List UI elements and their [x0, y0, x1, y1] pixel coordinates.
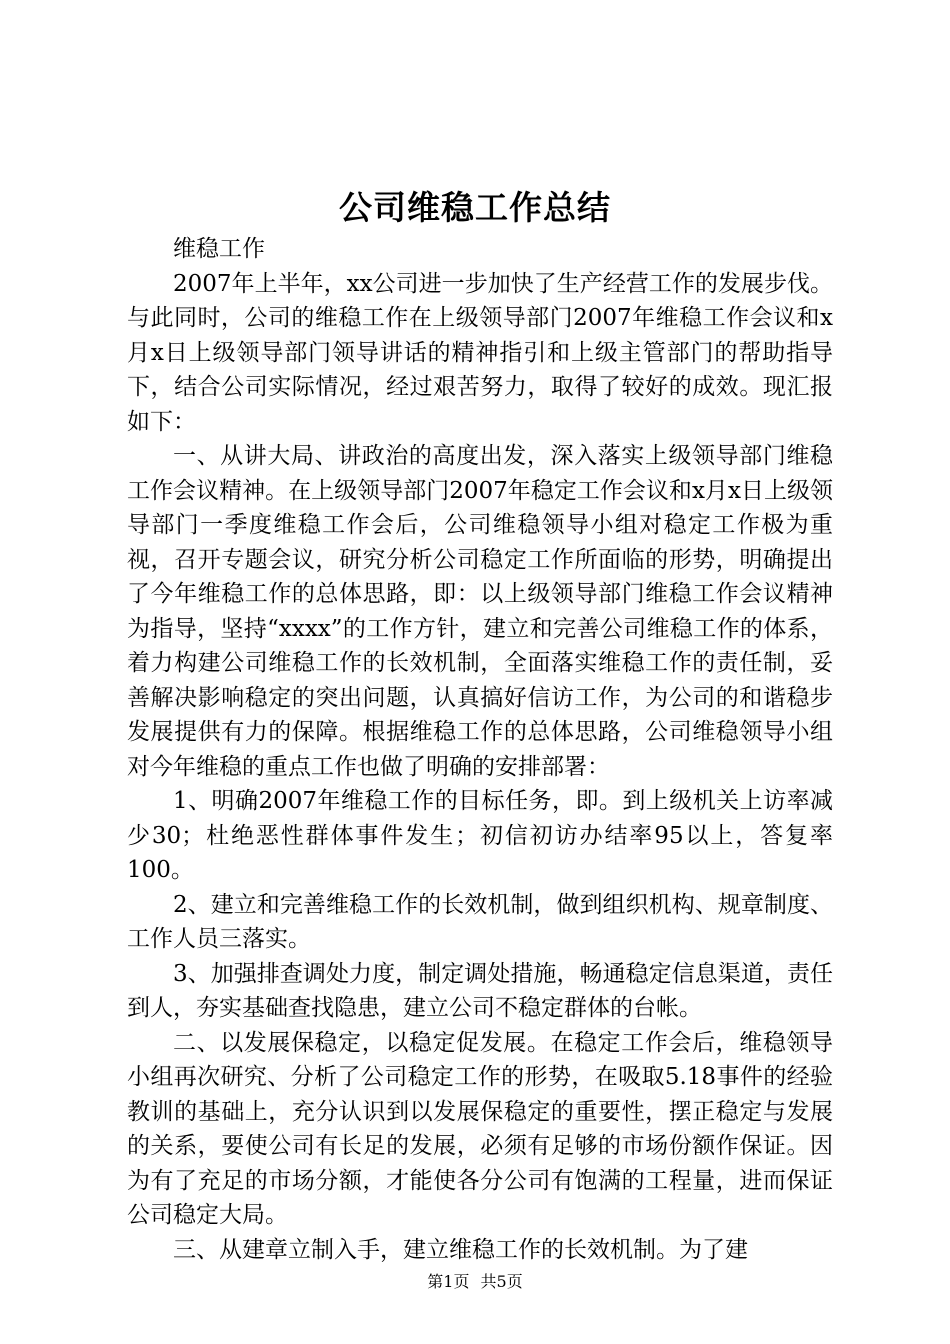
- page-total: 共5页: [480, 1272, 523, 1291]
- page-number: 第1页: [427, 1272, 470, 1291]
- paragraph-item-1: 1、明确2007年维稳工作的目标任务，即。到上级机关上访率减少30；杜绝恶性群体事件发生；初信初访办结率95以上，答复率100。: [127, 788, 833, 883]
- paragraph-section-3: 三、从建章立制入手，建立维稳工作的长效机制。为了建: [173, 1236, 748, 1263]
- paragraph-subtitle: 维稳工作: [173, 236, 265, 262]
- page-footer: [0, 1270, 950, 1294]
- paragraph-item-2: 2、建立和完善维稳工作的长效机制，做到组织机构、规章制度、工作人员三落实。: [127, 891, 833, 952]
- document-title: 公司维稳工作总结: [339, 188, 611, 227]
- paragraph-section-2: 二、以发展保稳定，以稳定促发展。在稳定工作会后，维稳领导小组再次研究、分析了公司稳定工作的形势，在吸取5.18事件的经验教训的基础上，充分认识到以发展保稳定的重要性，摆正稳定与发展的关系，要使公司有长足的发展，必须有足够的市场份额作保证。因为有了充足的市场分额，才能使各分公司有饱满的工程量，进而保证公司稳定大局。: [127, 1029, 833, 1228]
- paragraph-section-1: 一、从讲大局、讲政治的高度出发，深入落实上级领导部门维稳工作会议精神。在上级领导部门2007年稳定工作会议和x月x日上级领导部门一季度维稳工作会后，公司维稳领导小组对稳定工作极为重视，召开专题会议，研究分析公司稳定工作所面临的形势，明确提出了今年维稳工作的总体思路，即：以上级领导部门维稳工作会议精神为指导，坚持“xxxx”的工作方针，建立和完善公司维稳工作的体系，着力构建公司维稳工作的长效机制，全面落实维稳工作的责任制，妥善解决影响稳定的突出问题，认真搞好信访工作，为公司的和谐稳步发展提供有力的保障。根据维稳工作的总体思路，公司维稳领导小组对今年维稳的重点工作也做了明确的安排部署：: [127, 443, 833, 780]
- paragraph-intro: 2007年上半年，xx公司进一步加快了生产经营工作的发展步伐。与此同时，公司的维稳工作在上级领导部门2007年维稳工作会议和x月x日上级领导部门领导讲话的精神指引和上级主管部门的帮助指导下，结合公司实际情况，经过艰苦努力，取得了较好的成效。现汇报如下：: [127, 270, 833, 435]
- document-body: [127, 232, 833, 1267]
- paragraph-item-3: 3、加强排查调处力度，制定调处措施，畅通稳定信息渠道，责任到人，夯实基础查找隐患，建立公司不稳定群体的台帐。: [127, 960, 833, 1021]
